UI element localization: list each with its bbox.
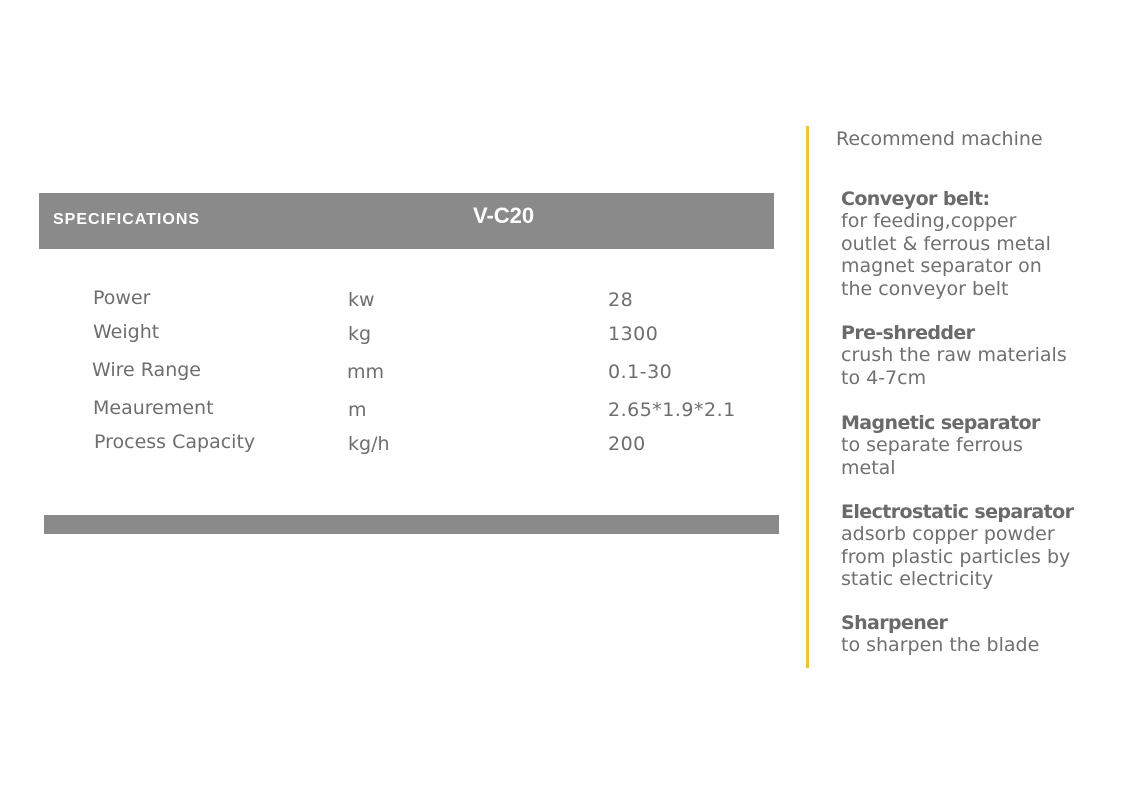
spec-unit: m (348, 399, 367, 421)
specifications-footer-bar (44, 515, 779, 534)
spec-unit: kg (348, 323, 372, 345)
spec-value: 1300 (608, 323, 659, 345)
spec-row-weight (0, 321, 780, 351)
spec-row-process-capacity (0, 431, 780, 461)
spec-name: Weight (93, 321, 160, 343)
recommend-title: Recommend machine (836, 128, 1043, 150)
recommend-item-title: Electrostatic separator (841, 501, 1074, 523)
recommend-item-desc: metal (841, 456, 896, 479)
spec-name: Power (93, 287, 151, 309)
recommend-item-title: Sharpener (841, 612, 948, 634)
spec-name: Meaurement (93, 397, 214, 419)
spec-unit: mm (347, 361, 385, 383)
recommend-item-title: Pre-shredder (841, 322, 975, 344)
recommend-item-title: Conveyor belt: (841, 188, 990, 210)
accent-divider (806, 126, 809, 668)
spec-value: 200 (608, 433, 646, 455)
recommend-item-conveyor-belt (841, 188, 1101, 300)
spec-row-power (0, 287, 780, 317)
spec-value: 28 (608, 289, 634, 311)
recommend-item-desc: to sharpen the blade (841, 634, 1040, 656)
recommend-item-desc: to separate ferrous (841, 434, 1023, 456)
spec-row-measurement (0, 397, 780, 427)
spec-unit: kw (348, 289, 375, 311)
specifications-header (39, 193, 774, 249)
spec-unit: kg/h (348, 433, 390, 455)
spec-row-wire-range (0, 359, 780, 389)
recommend-item-pre-shredder (841, 322, 1101, 389)
recommend-item-desc: the conveyor belt (841, 277, 1009, 300)
recommend-item-desc: magnet separator on (841, 255, 1042, 277)
recommend-item-sharpener (841, 612, 1101, 657)
spec-name: Wire Range (92, 359, 201, 381)
recommend-item-title: Magnetic separator (841, 412, 1040, 434)
spec-value: 0.1-30 (608, 361, 673, 383)
recommend-item-desc: from plastic particles by (841, 545, 1071, 568)
specifications-label: SPECIFICATIONS (53, 211, 201, 228)
spec-name: Process Capacity (94, 431, 256, 453)
recommend-item-desc: to 4-7cm (841, 366, 927, 389)
recommend-item-desc: outlet & ferrous metal (841, 232, 1051, 255)
spec-value: 2.65*1.9*2.1 (608, 399, 736, 421)
recommend-item-desc: crush the raw materials (841, 344, 1067, 366)
recommend-item-desc: static electricity (841, 568, 994, 590)
recommend-item-desc: for feeding,copper (841, 210, 1017, 232)
recommend-item-magnetic-separator (841, 412, 1101, 479)
recommend-item-desc: adsorb copper powder (841, 523, 1055, 545)
model-name: V-C20 (473, 203, 535, 228)
recommend-item-electrostatic-separator (841, 501, 1101, 591)
